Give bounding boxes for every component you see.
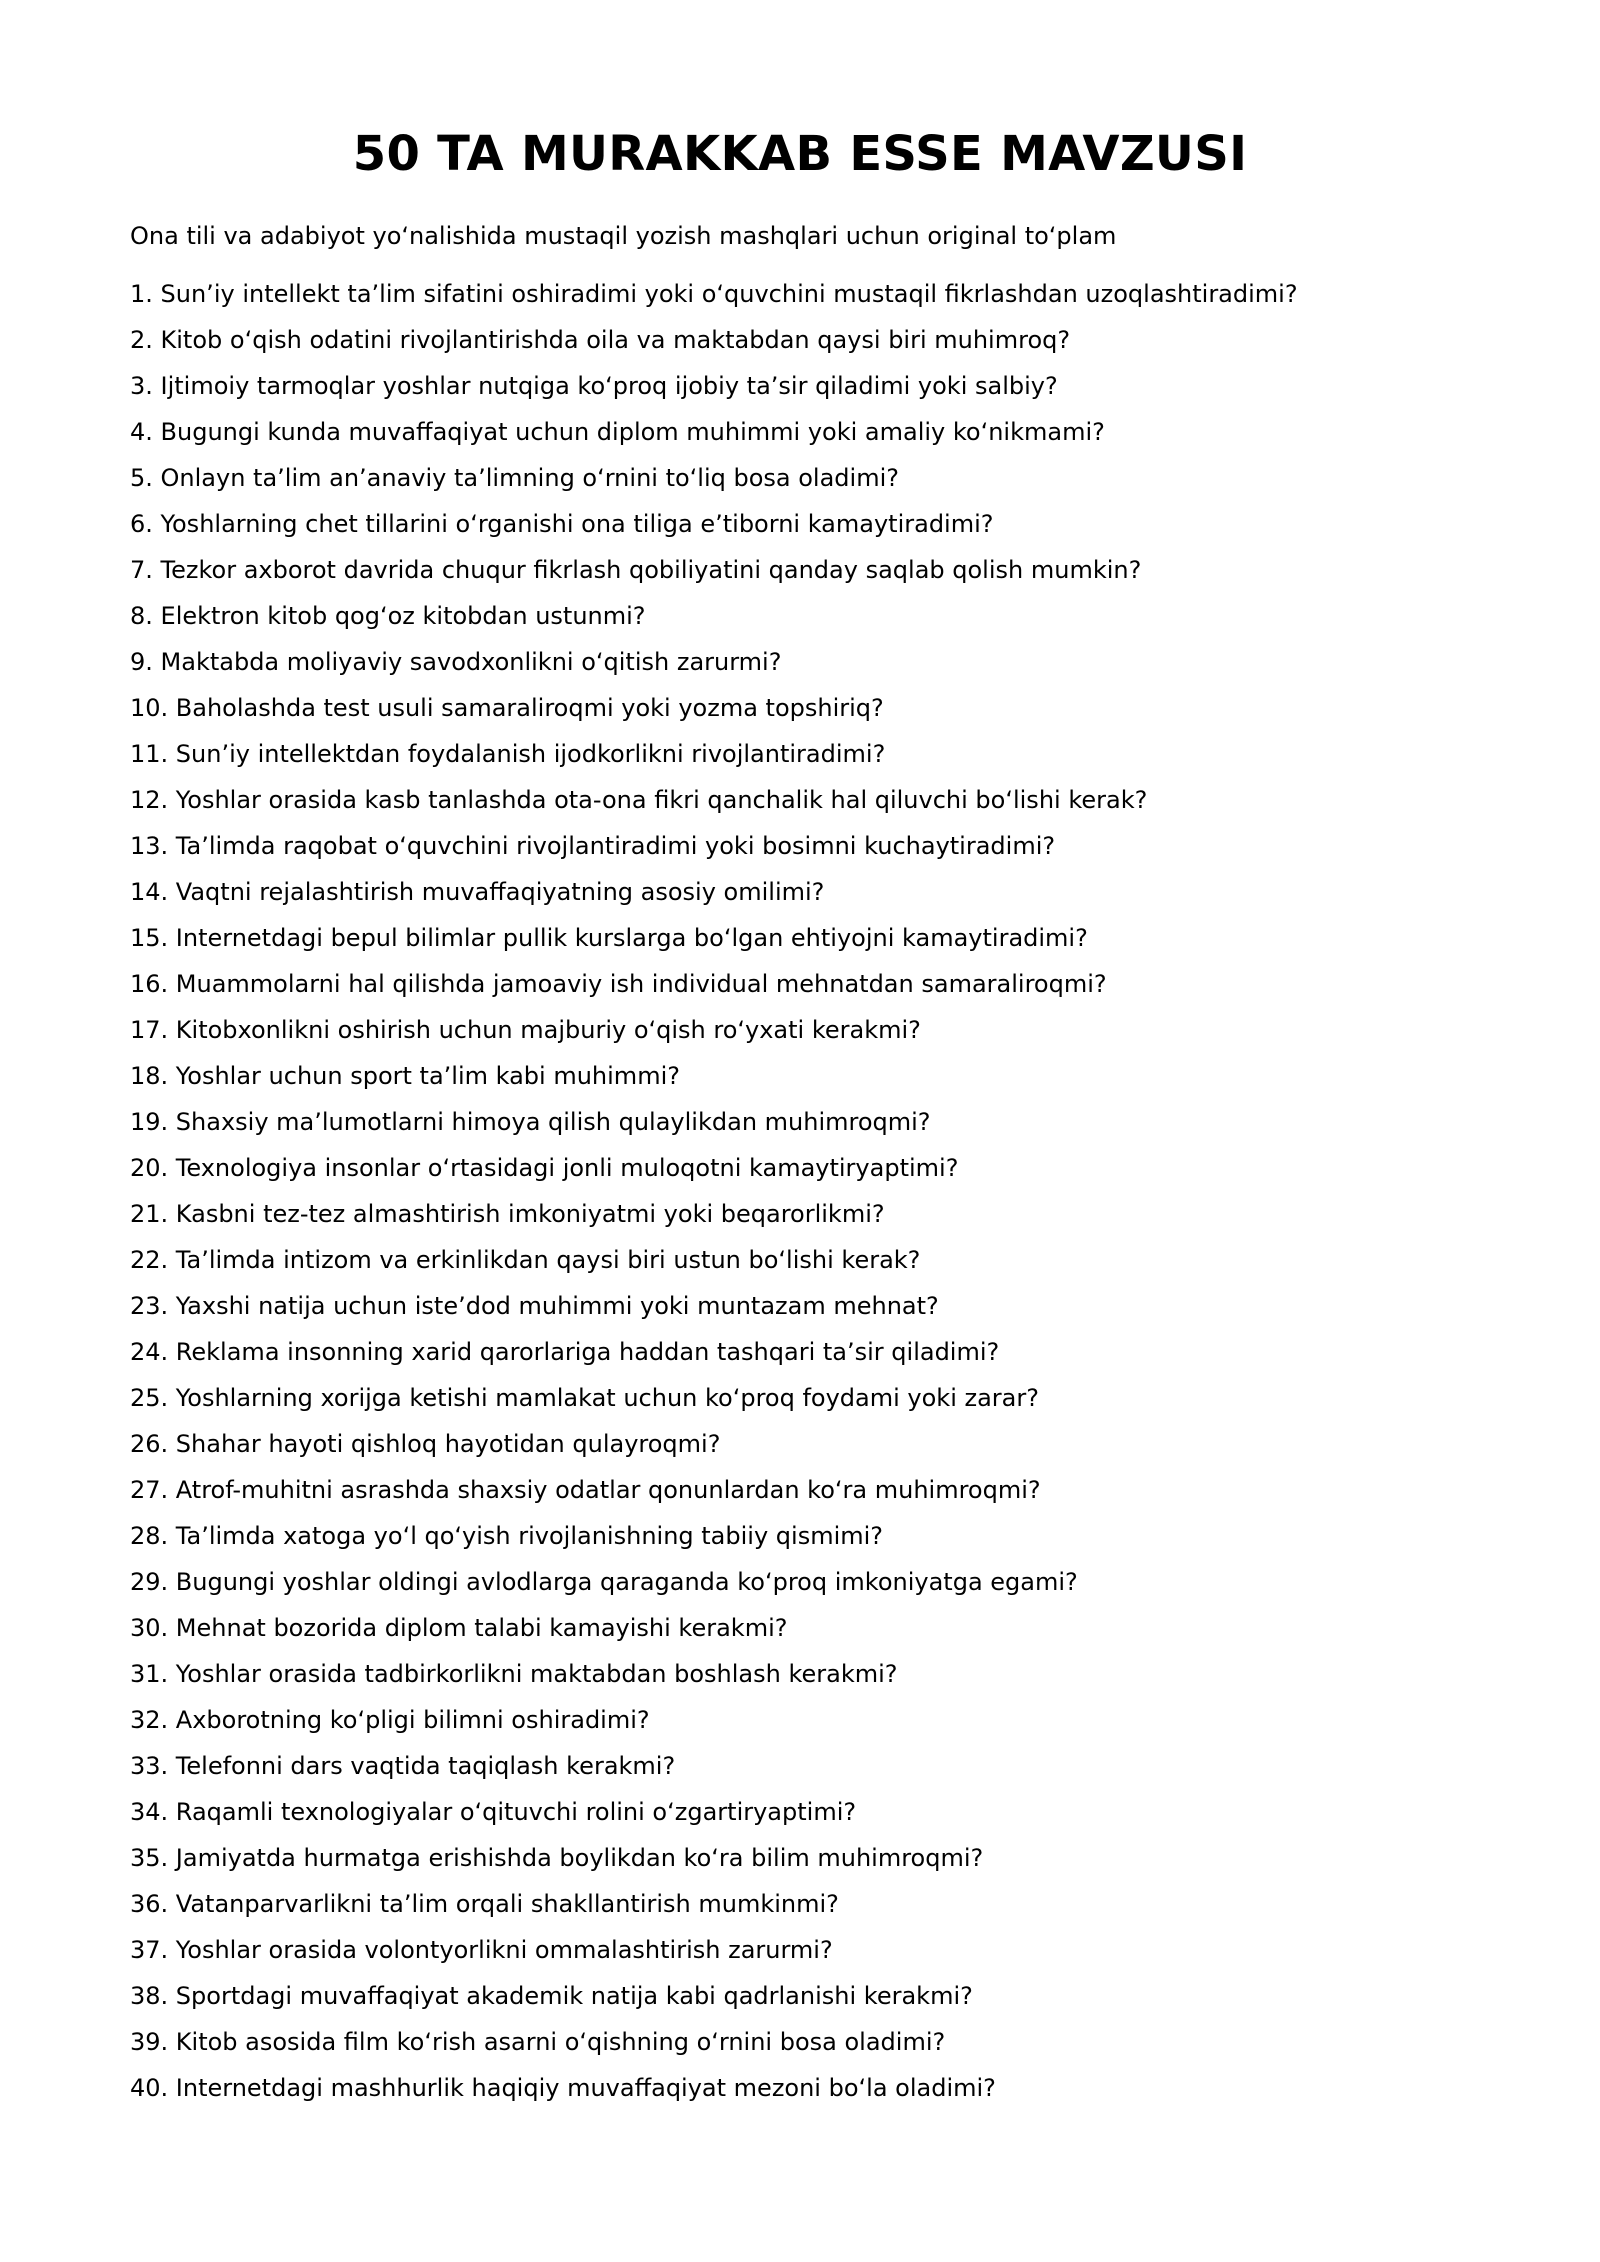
topic-item: 30. Mehnat bozorida diplom talabi kamayishi kerakmi? xyxy=(130,1614,788,1642)
topic-item: 21. Kasbni tez-tez almashtirish imkoniyatmi yoki beqarorlikmi? xyxy=(130,1200,885,1228)
topic-item: 15. Internetdagi bepul bilimlar pullik kurslarga bo‘lgan ehtiyojni kamaytiradimi? xyxy=(130,924,1088,952)
topic-item: 29. Bugungi yoshlar oldingi avlodlarga qaraganda ko‘proq imkoniyatga egami? xyxy=(130,1568,1078,1596)
topic-item: 5. Onlayn ta’lim an’anaviy ta’limning o‘rnini to‘liq bosa oladimi? xyxy=(130,464,899,492)
topic-item: 16. Muammolarni hal qilishda jamoaviy ish individual mehnatdan samaraliroqmi? xyxy=(130,970,1107,998)
topic-item: 38. Sportdagi muvaffaqiyat akademik natija kabi qadrlanishi kerakmi? xyxy=(130,1982,973,2010)
topic-item: 31. Yoshlar orasida tadbirkorlikni maktabdan boshlash kerakmi? xyxy=(130,1660,898,1688)
topic-item: 7. Tezkor axborot davrida chuqur fikrlash qobiliyatini qanday saqlab qolish mumkin? xyxy=(130,556,1142,584)
topic-item: 20. Texnologiya insonlar o‘rtasidagi jonli muloqotni kamaytiryaptimi? xyxy=(130,1154,959,1182)
topic-item: 18. Yoshlar uchun sport ta’lim kabi muhimmi? xyxy=(130,1062,680,1090)
topic-item: 40. Internetdagi mashhurlik haqiqiy muvaffaqiyat mezoni bo‘la oladimi? xyxy=(130,2074,996,2102)
topic-item: 25. Yoshlarning xorijga ketishi mamlakat uchun ko‘proq foydami yoki zarar? xyxy=(130,1384,1039,1412)
document-subtitle: Ona tili va adabiyot yo‘nalishida mustaqil yozish mashqlari uchun original to‘plam xyxy=(130,222,1117,250)
topic-item: 2. Kitob o‘qish odatini rivojlantirishda oila va maktabdan qaysi biri muhimroq? xyxy=(130,326,1071,354)
topic-item: 3. Ijtimoiy tarmoqlar yoshlar nutqiga ko‘proq ijobiy ta’sir qiladimi yoki salbiy? xyxy=(130,372,1058,400)
topic-item: 10. Baholashda test usuli samaraliroqmi yoki yozma topshiriq? xyxy=(130,694,884,722)
topic-item: 39. Kitob asosida film ko‘rish asarni o‘qishning o‘rnini bosa oladimi? xyxy=(130,2028,946,2056)
document-title: 50 TA MURAKKAB ESSE MAVZUSI xyxy=(352,126,1248,182)
topic-item: 17. Kitobxonlikni oshirish uchun majburiy o‘qish ro‘yxati kerakmi? xyxy=(130,1016,921,1044)
topic-item: 22. Ta’limda intizom va erkinlikdan qaysi biri ustun bo‘lishi kerak? xyxy=(130,1246,921,1274)
topic-list xyxy=(130,277,1298,2117)
topic-item: 19. Shaxsiy ma’lumotlarni himoya qilish qulaylikdan muhimroqmi? xyxy=(130,1108,931,1136)
topic-item: 35. Jamiyatda hurmatga erishishda boylikdan ko‘ra bilim muhimroqmi? xyxy=(130,1844,984,1872)
topic-item: 33. Telefonni dars vaqtida taqiqlash kerakmi? xyxy=(130,1752,676,1780)
topic-item: 14. Vaqtni rejalashtirish muvaffaqiyatning asosiy omilimi? xyxy=(130,878,825,906)
topic-item: 37. Yoshlar orasida volontyorlikni ommalashtirish zarurmi? xyxy=(130,1936,833,1964)
topic-item: 9. Maktabda moliyaviy savodxonlikni o‘qitish zarurmi? xyxy=(130,648,782,676)
topic-item: 34. Raqamli texnologiyalar o‘qituvchi rolini o‘zgartiryaptimi? xyxy=(130,1798,857,1826)
topic-item: 13. Ta’limda raqobat o‘quvchini rivojlantiradimi yoki bosimni kuchaytiradimi? xyxy=(130,832,1056,860)
topic-item: 28. Ta’limda xatoga yo‘l qo‘yish rivojlanishning tabiiy qismimi? xyxy=(130,1522,884,1550)
topic-item: 23. Yaxshi natija uchun iste’dod muhimmi yoki muntazam mehnat? xyxy=(130,1292,939,1320)
topic-item: 6. Yoshlarning chet tillarini o‘rganishi ona tiliga e’tiborni kamaytiradimi? xyxy=(130,510,994,538)
topic-item: 36. Vatanparvarlikni ta’lim orqali shakllantirish mumkinmi? xyxy=(130,1890,839,1918)
topic-item: 8. Elektron kitob qog‘oz kitobdan ustunmi? xyxy=(130,602,646,630)
topic-item: 24. Reklama insonning xarid qarorlariga haddan tashqari ta’sir qiladimi? xyxy=(130,1338,1000,1366)
topic-item: 1. Sun’iy intellekt ta’lim sifatini oshiradimi yoki o‘quvchini mustaqil fikrlashdan uzoqlashtiradimi? xyxy=(130,280,1298,308)
topic-item: 12. Yoshlar orasida kasb tanlashda ota-ona fikri qanchalik hal qiluvchi bo‘lishi kerak? xyxy=(130,786,1148,814)
topic-item: 26. Shahar hayoti qishloq hayotidan qulayroqmi? xyxy=(130,1430,721,1458)
topic-item: 11. Sun’iy intellektdan foydalanish ijodkorlikni rivojlantiradimi? xyxy=(130,740,886,768)
topic-item: 27. Atrof-muhitni asrashda shaxsiy odatlar qonunlardan ko‘ra muhimroqmi? xyxy=(130,1476,1041,1504)
topic-item: 4. Bugungi kunda muvaffaqiyat uchun diplom muhimmi yoki amaliy ko‘nikmami? xyxy=(130,418,1105,446)
topic-item: 32. Axborotning ko‘pligi bilimni oshiradimi? xyxy=(130,1706,650,1734)
